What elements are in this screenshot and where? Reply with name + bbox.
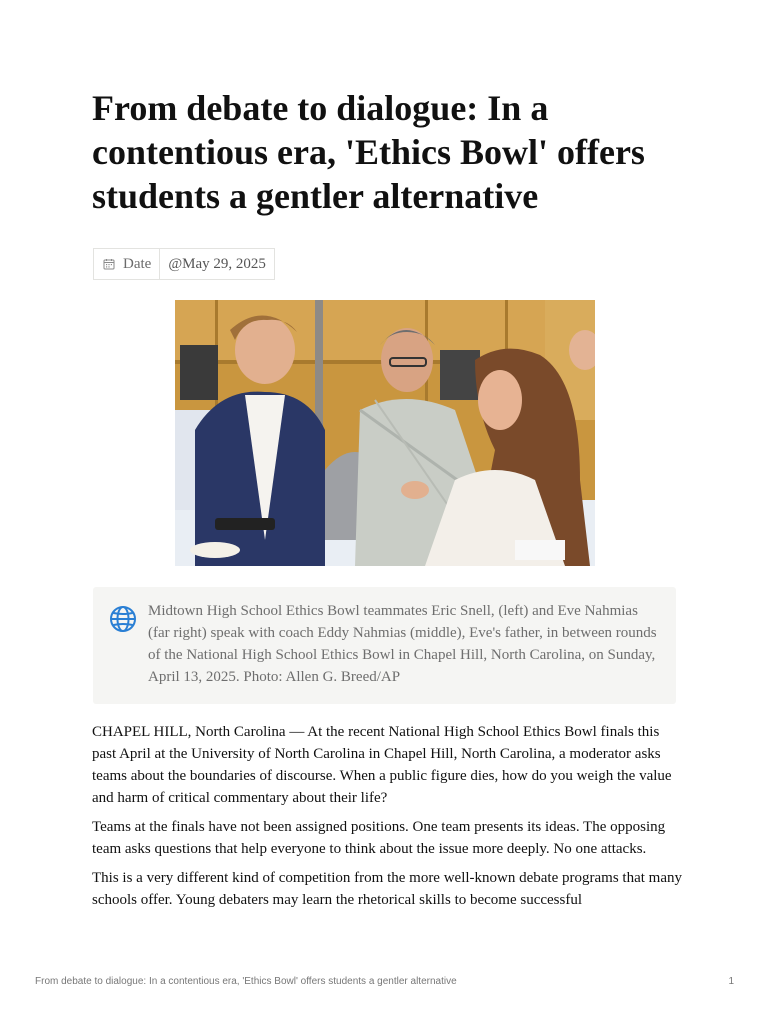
date-label: Date (123, 255, 152, 272)
photo-caption-callout (93, 587, 676, 704)
article-title: From debate to dialogue: In a contentious era, 'Ethics Bowl' offers students a gentler alternative (92, 88, 645, 216)
footer-title: From debate to dialogue: In a contentious era, 'Ethics Bowl' offers students a gentler alternative (35, 976, 457, 987)
date-property-key (94, 249, 160, 279)
page-number: 1 (728, 976, 734, 987)
article-body (92, 721, 682, 918)
body-paragraph-3: This is a very different kind of competition from the more well-known debate programs that many schools offer. Young debaters may learn the rhetorical skills to become successful (92, 870, 682, 908)
date-value: @May 29, 2025 (168, 255, 266, 272)
calendar-icon (103, 258, 115, 270)
globe-icon (109, 605, 137, 633)
photo-caption: Midtown High School Ethics Bowl teammates Eric Snell, (left) and Eve Nahmias (far right) speak with coach Eddy Nahmias (middle), Eve's father, in between rounds of the National High School Ethics Bowl in Chapel Hill, North Carolina, on Sunday, April 13, 2025. Photo: Allen G. Breed/AP (148, 603, 657, 685)
photo-illustration (175, 300, 595, 566)
body-paragraph-2: Teams at the finals have not been assigned positions. One team presents its ideas. The opposing team asks questions that help everyone to think about the issue more deeply. No one attacks. (92, 819, 666, 857)
date-property (93, 248, 275, 280)
article-photo (175, 300, 595, 566)
body-paragraph-1: CHAPEL HILL, North Carolina — At the recent National High School Ethics Bowl finals this past April at the University of North Carolina in Chapel Hill, North Carolina, a moderator asks teams about the boundaries of discourse. When a public figure dies, how do you weigh the value and harm of critical commentary about their life? (92, 724, 672, 806)
